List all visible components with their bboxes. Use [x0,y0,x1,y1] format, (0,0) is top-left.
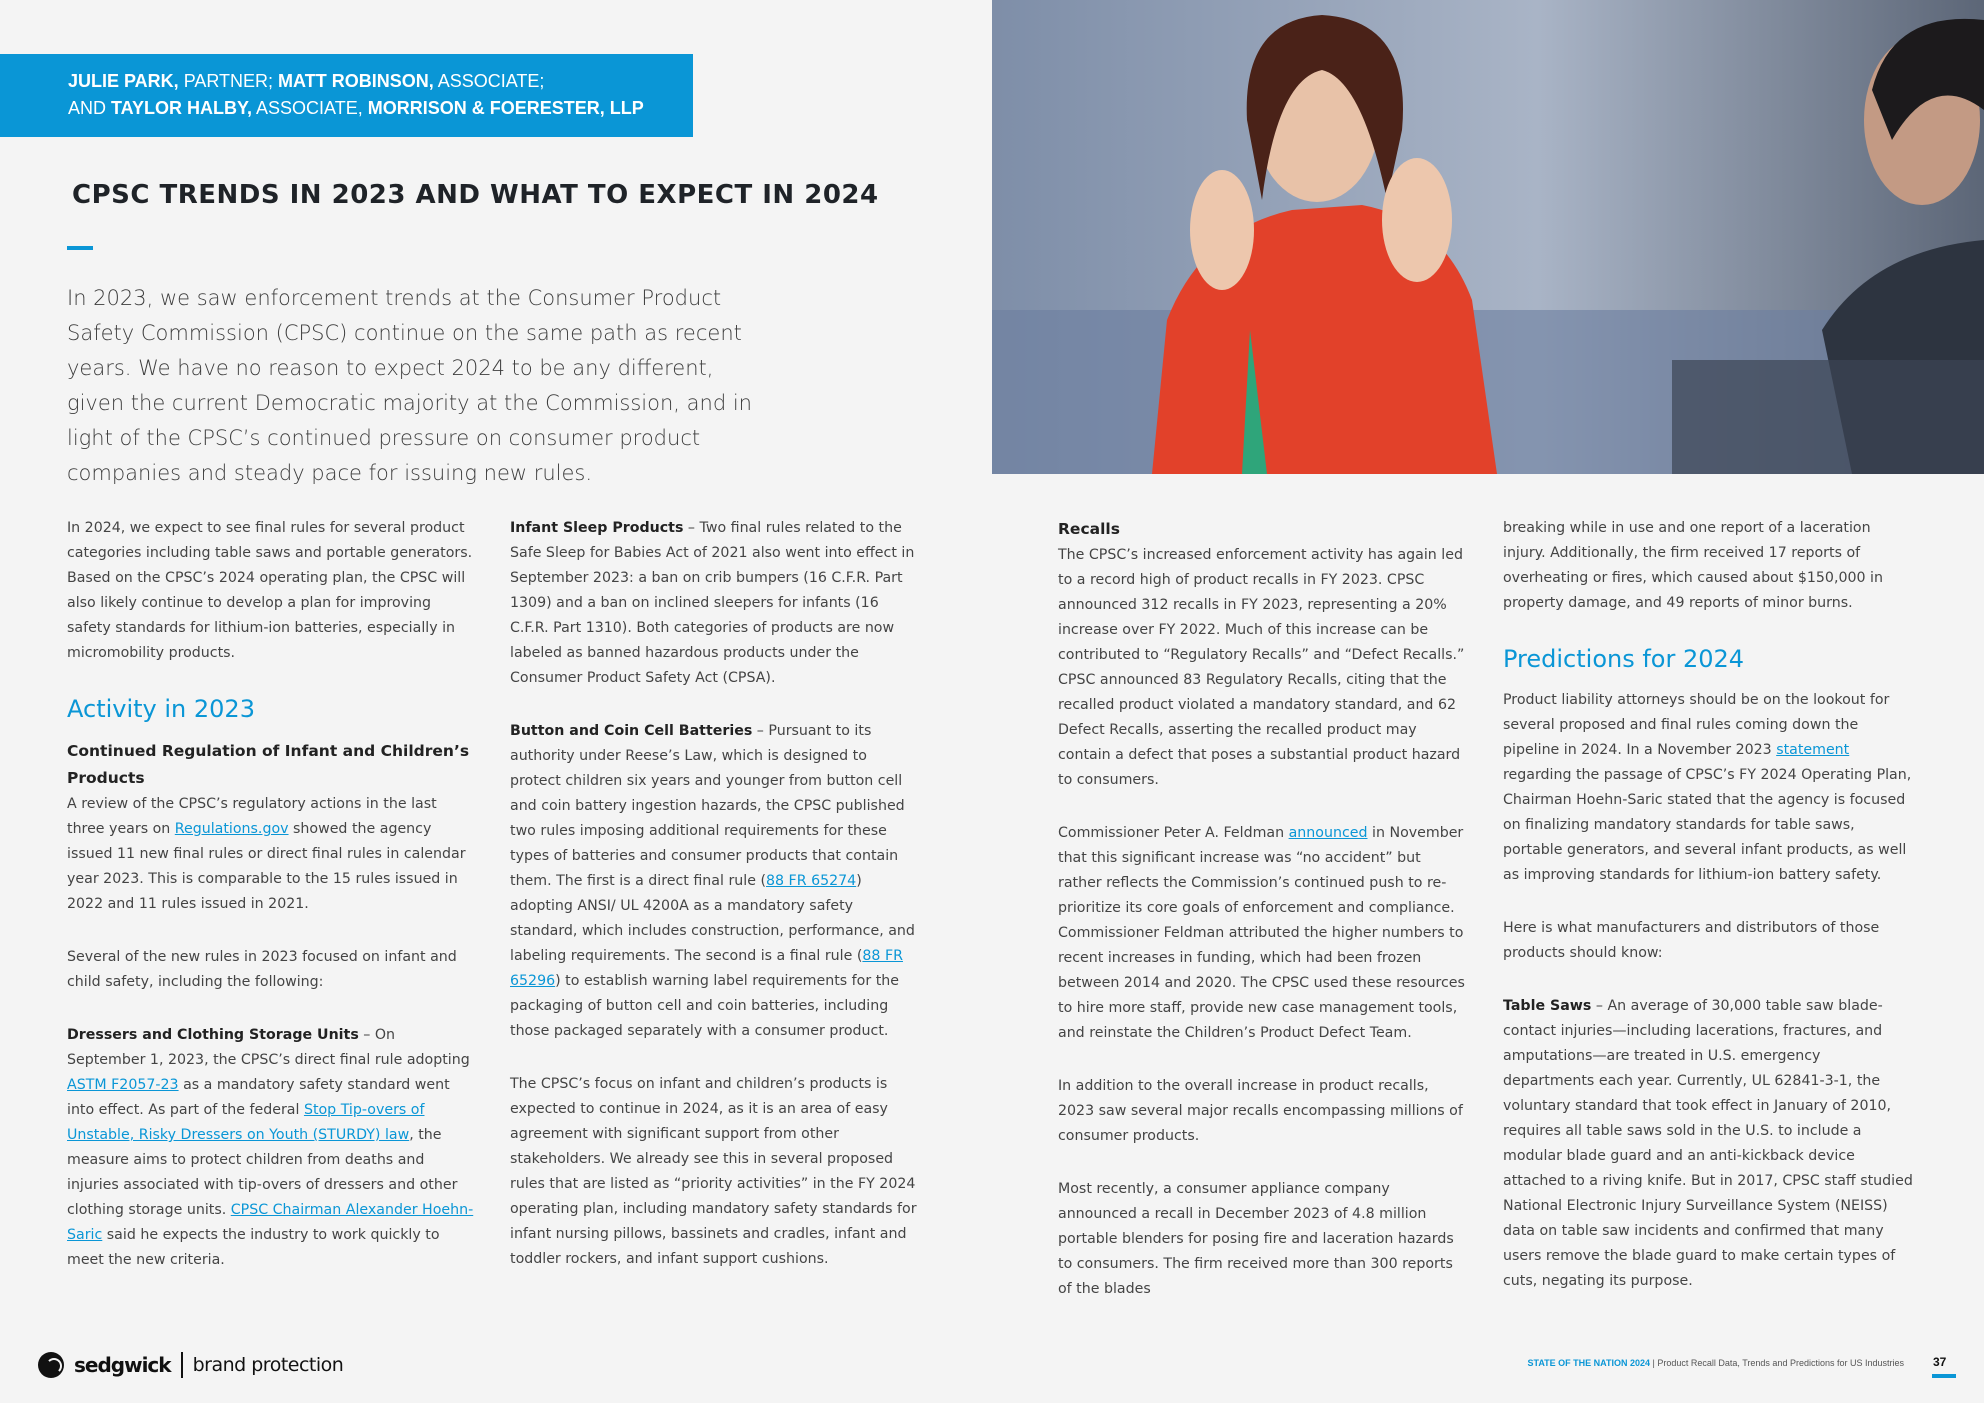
text-run: Most recently, a consumer appliance company announced a recall in December 2023 of 4.8 million portable blenders for posing fire and laceration hazards to consumers. The firm received more than 300 reports of the blades [1058,1181,1454,1297]
byline-text: PARTNER; [178,71,279,91]
text-run: Commissioner Peter A. Feldman [1058,825,1289,841]
article-title: CPSC TRENDS IN 2023 AND WHAT TO EXPECT IN 2024 [72,180,879,210]
text-run: showed the agency issued 11 new final rules or direct final rules in calendar year 2023. This is comparable to the 15 rules issued in 2022 and 11 rules issued in 2021. [67,821,466,912]
byline-line-1 [68,68,693,95]
footer-report-description: Product Recall Data, Trends and Predictions for US Industries [1657,1358,1904,1368]
text-run: Here is what manufacturers and distributors of those products should know: [1503,920,1880,961]
text-run: – An average of 30,000 table saw blade-contact injuries—including lacerations, fractures, and amputations—are treated in U.S. emergency departments each year. Currently, UL 62841-3-1, the voluntary standard that took effect in January of 2010, requires all table saws sold in the U.S. to include a modular blade guard and an anti-kickback device attached to a riving knife. But in 2017, CPSC staff studied National Electronic Injury Surveillance System (NEISS) data on table saw incidents and confirmed that many users remove the blade guard to make certain types of cuts, negating its purpose. [1503,998,1913,1289]
section-heading: Activity in 2023 [67,695,255,723]
byline-text: ASSOCIATE; [433,71,545,91]
text-run: The CPSC’s increased enforcement activity has again led to a record high of product recalls in FY 2023. CPSC announced 312 recalls in FY 2023, representing a 20% increase over FY 2022. Much of this increase can be contributed to “Regulatory Recalls” and “Defect Recalls.” CPSC announced 83 Regulatory Recalls, citing that the recalled product violated a mandatory standard, and 62 Defect Recalls, asserting the recalled product may contain a defect that poses a substantial product hazard to consumers. [1058,547,1465,788]
text-run: ) to establish warning label requirements for the packaging of button cell and coin batteries, including those packaged separately with a consumer product. [510,973,899,1039]
author-byline-banner [0,54,693,137]
logo-divider [181,1352,183,1378]
byline-text: ASSOCIATE, [252,98,368,118]
text-run: in November that this significant increase was “no accident” but rather reflects the Commission’s continued push to re-prioritize its core goals of enforcement and compliance. Commissioner Feldman attributed the higher numbers to recent increases in funding, which had been frozen between 2014 and 2020. The CPSC used these resources to hire more staff, provide new case management tools, and reinstate the Children’s Product Defect Team. [1058,825,1465,1041]
text-run: The CPSC’s focus on infant and children’s products is expected to continue in 2024, as it is an area of easy agreement with significant support from other stakeholders. We already see this in several proposed rules that are listed as “priority activities” in the FY 2024 operating plan, including mandatory safety standards for infant nursing pillows, bassinets and cradles, infant and toddler rockers, and infant support cushions. [510,1076,917,1267]
byline-text: AND [68,98,112,118]
text-run: as a mandatory safety standard went into effect. As part of the federal [67,1077,450,1118]
text-run: – Two final rules related to the Safe Sleep for Babies Act of 2021 also went into effect in September 2023: a ban on crib bumpers (16 C.F.R. Part 1309) and a ban on inclined sleepers for infants (16 C.F.R. Part 1310). Both categories of products are now labeled as banned hazardous products under the Consumer Product Safety Act (CPSA). [510,520,915,686]
inline-bold-label: Dressers and Clothing Storage Units [67,1027,359,1043]
page-number-underline [1932,1374,1956,1378]
text-run: Several of the new rules in 2023 focused on infant and child safety, including the following: [67,949,457,990]
body-paragraph [1058,821,1468,1046]
column-1 [67,516,477,1301]
body-paragraph [1058,543,1468,793]
text-run: , the measure aims to protect children from deaths and injuries associated with tip-overs of dressers and other clothing storage units. [67,1127,458,1218]
byline-line-2 [68,95,693,122]
inline-link[interactable]: ASTM F2057-23 [67,1077,179,1093]
byline-name: JULIE PARK, [68,71,179,91]
column-3 [1058,516,1468,1330]
footer-report-name: STATE OF THE NATION 2024 [1527,1358,1650,1368]
sedgwick-logo [38,1350,343,1380]
footer-publication-line [1527,1358,1904,1368]
inline-link[interactable]: Stop Tip-overs of Unstable, Risky Dressers on Youth (STURDY) law [67,1102,425,1143]
body-paragraph [1503,516,1913,616]
body-paragraph [67,792,477,917]
page-number: 37 [1933,1355,1947,1369]
text-run: – On September 1, 2023, the CPSC’s direct final rule adopting [67,1027,470,1068]
text-run: – Pursuant to its authority under Reese’s Law, which is designed to protect children six years and younger from button cell and coin battery ingestion hazards, the CPSC published two rules imposing additional requirements for these types of batteries and consumer products that contain them. The first is a direct final rule ( [510,723,905,889]
text-run: A review of the CPSC’s regulatory actions in the last three years on [67,796,437,837]
hero-photo-illustration [992,0,1984,474]
body-paragraph [1058,1177,1468,1302]
body-paragraph [67,516,477,666]
text-run: regarding the passage of CPSC’s FY 2024 Operating Plan, Chairman Hoehn-Saric stated that the agency is focused on finalizing mandatory standards for table saws, portable generators, and several infant products, as well as improving standards for lithium-ion battery safety. [1503,767,1912,883]
body-paragraph [1503,994,1913,1294]
text-run: In 2024, we expect to see final rules for several product categories including table saws and portable generators. Based on the CPSC’s 2024 operating plan, the CPSC will also likely continue to develop a plan for improving safety standards for lithium-ion batteries, especially in micromobility products. [67,520,473,661]
text-run: ) adopting ANSI/ UL 4200A as a mandatory safety standard, which includes construction, performance, and labeling requirements. The second is a final rule ( [510,873,915,964]
body-paragraph [67,1023,477,1273]
footer-separator: | [1652,1358,1655,1368]
body-paragraph [1503,688,1913,888]
text-run: said he expects the industry to work quickly to meet the new criteria. [67,1227,440,1268]
section-heading: Predictions for 2024 [1503,645,1745,673]
body-paragraph [67,945,477,995]
inline-link[interactable]: CPSC Chairman Alexander Hoehn-Saric [67,1202,474,1243]
body-paragraph [1058,1074,1468,1149]
body-paragraph [1503,916,1913,966]
inline-link[interactable]: 88 FR 65296 [510,948,903,989]
inline-link[interactable]: 88 FR 65274 [765,873,857,889]
byline-name: MATT ROBINSON, [278,71,434,91]
inline-link[interactable]: announced [1288,825,1368,841]
body-paragraph [510,719,920,1044]
inline-bold-label: Table Saws [1503,998,1592,1014]
lead-paragraph: In 2023, we saw enforcement trends at the Consumer Product Safety Commission (CPSC) continue on the same path as recent years. We have no reason to expect 2024 to be any different, given the current Democratic majority at the Commission, and in light of the CPSC’s continued pressure on consumer product companies and steady pace for issuing new rules. [67,286,752,485]
body-paragraph [510,516,920,691]
byline-name: MORRISON & FOERESTER, LLP [367,98,644,118]
column-4 [1503,516,1913,1322]
inline-bold-label: Button and Coin Cell Batteries [510,723,753,739]
text-run: In addition to the overall increase in product recalls, 2023 saw several major recalls encompassing millions of consumer products. [1058,1078,1463,1144]
inline-link[interactable]: Regulations.gov [174,821,289,837]
body-paragraph [510,1072,920,1272]
text-run: breaking while in use and one report of a laceration injury. Additionally, the firm received 17 reports of overheating or fires, which caused about $150,000 in property damage, and 49 reports of minor burns. [1503,520,1883,611]
logo-subtitle: brand protection [192,1354,344,1376]
sedgwick-logo-icon [38,1352,64,1378]
subsection-heading: Recalls [1058,520,1120,538]
logo-wordmark: sedgwick [74,1353,171,1377]
byline-name: TAYLOR HALBY, [111,98,253,118]
inline-bold-label: Infant Sleep Products [510,520,684,536]
column-2 [510,516,920,1300]
hero-photo [992,0,1984,474]
subsection-heading: Continued Regulation of Infant and Children’s Products [67,742,470,787]
text-run: Product liability attorneys should be on the lookout for several proposed and final rules coming down the pipeline in 2024. In a November 2023 [1503,692,1890,758]
inline-link[interactable]: statement [1776,742,1850,758]
title-accent-rule [67,246,93,250]
